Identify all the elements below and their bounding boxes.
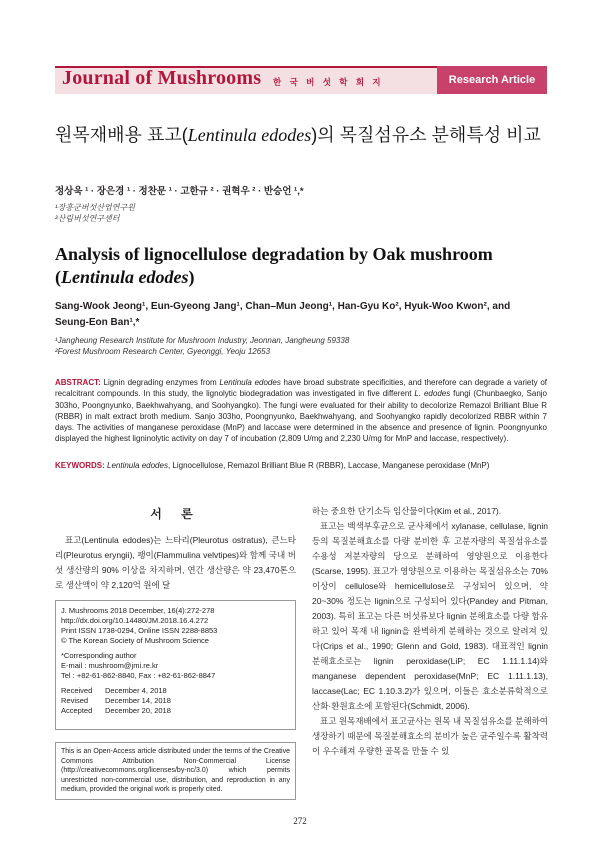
abstract-label: ABSTRACT: <box>55 378 101 387</box>
doi-link[interactable]: http://dx.doi.org/10.14480/JM.2018.16.4.272 <box>61 616 209 625</box>
corresponding-phone: Tel : +82-61-862-8840, Fax : +82-61-862-8847 <box>61 671 216 680</box>
body-paragraph-2: 표고는 백색부후균으로 균사체에서 xylanase, cellulase, lignin 등의 목질분해효소를 다량 분비한 후 고분자량의 목질섬유소를 수용성 저분자량의 당으로 분해하여 영양원으로 이용한다(Scarse, 1995). 표고가 영양원으로 이용하는 목질섬유소는 70% 이상이 cellulose와 hemicellulose로 구성되어 있으며, 약 20~30% 정도는 lignin으로 구성되어 있다(Pandey and Pitman, 2003). 특히 표고는 다른 버섯류보다 lignin 분해효소를 다량 함유하고 있어 목재 내 lignin을 완벽하게 분해하는 것으로 알려져 있다(Crips et al., 1990; Glenn and Gold, 1983). 대표적인 lignin 분해효소로는 lignin peroxidase(LiP; EC 1.11.1.14)와 manganese dependent peroxidase(MnP; EC 1.11.1.13), laccase(Lac; EC 1.10.3.2)가 있으며, 이들은 효소분류학적으로 산화·환원효소에 포함된다(Schmidt, 2006). <box>312 521 548 711</box>
citation-line: J. Mushrooms 2018 December, 16(4):272-278 <box>61 606 215 615</box>
copyright-line: © The Korean Society of Mushroom Science <box>61 636 209 645</box>
affiliation-en-1: ¹Jangheung Research Institute for Mushroom Industry, Jeonnan, Jangheung 59338 <box>55 336 350 345</box>
history-dates: Received December 4, 2018 Revised December 14, 2018 Accepted December 20, 2018 <box>61 686 171 715</box>
section-heading-introduction: 서 론 <box>150 507 201 521</box>
body-text-right <box>312 504 548 759</box>
license-box: This is an Open-Access article distributed under the terms of the Creative Commons Attribution Non-Commercial License (http://creativecommons.org/licenses/by-nc/3.0) which permits unrestricted non-commercial use, distribution, and reproduction in any medium, provided the original work is properly cited. <box>55 742 296 800</box>
abstract: ABSTRACT: Lignin degrading enzymes from Lentinula edodes have broad substrate specificities, and therefore can degrade a variety of recalcitrant compounds. In this study, the lignolytic biodegradation was investigated in five different L. edodes fungi (Chunbaegko, Sanjo 303ho, Poongnyunko, Baekhwahyang, and Soohyangko). The fungi were evaluated for their ability to decolorize Remazol Brilliant Blue R (RBBR) in malt extract broth medium. Sanjo 303ho, Poongnyunko, Baekhwahyang, and Soohyangko rapidly decolorized RBBR within 7 days. The activities of manganese peroxidase (MnP) and laccase were determined in the absence and presence of lignin. Poongnyunko displayed the highest ligninolytic activity on day 7 of incubation (2,809 U/mg and 2,230 U/mg for MnP and laccase, respectively). <box>55 378 548 444</box>
affiliation-kr-2: ²산림버섯연구센터 <box>55 214 120 223</box>
title-korean: 원목재배용 표고(Lentinula edodes)의 목질섬유소 분해특성 비교 <box>55 125 541 145</box>
authors-korean: 정상욱 ¹ · 장은경 ¹ · 정찬문 ¹ · 고한규 ² · 권혁우 ² · 반승언 ¹,* <box>55 186 304 197</box>
affiliations-korean <box>55 202 135 224</box>
affiliation-en-2: ²Forest Mushroom Research Center, Gyeonggi, Yeoju 12653 <box>55 347 271 356</box>
keywords: KEYWORDS: Lentinula edodes, Lignocellulose, Remazol Brilliant Blue R (RBBR), Laccase, Manganese peroxidase (MnP) <box>55 461 490 470</box>
keywords-label: KEYWORDS: <box>55 461 105 470</box>
body-paragraph-3: 표고 원목재배에서 표고균사는 원목 내 목질섬유소를 분해하여 생장하기 때문에 목질분해효소의 분비가 높은 균주일수록 활착력이 우수해져 우량한 골목을 만들 수 있 <box>312 716 548 756</box>
page-number: 272 <box>293 816 307 826</box>
article-type-badge: Research Article <box>437 66 547 94</box>
issn-line: Print ISSN 1738-0294, Online ISSN 2288-8853 <box>61 626 218 635</box>
body-paragraph-1: 하는 중요한 단기소득 임산물이다(Kim et al., 2017). <box>312 506 502 516</box>
authors-english: Sang-Wook Jeong¹, Eun-Gyeong Jang¹, Chan–Mun Jeong¹, Han-Gyu Ko², Hyuk-Woo Kwon², and Seung-Eon Ban¹,* <box>55 301 511 328</box>
title-english: Analysis of lignocellulose degradation by Oak mushroom (Lentinula edodes) <box>55 244 493 287</box>
corresponding-label: *Corresponding author <box>61 651 137 660</box>
corresponding-email[interactable]: E-mail : mushroom@jmi.re.kr <box>61 661 159 670</box>
journal-title: Journal of Mushrooms <box>62 67 262 89</box>
affiliations-english <box>55 335 349 357</box>
journal-title-korean: 한 국 버 섯 학 회 지 <box>273 77 384 87</box>
body-text-left: 표고(Lentinula edodes)는 느타리(Pleurotus ostratus), 큰느타리(Pleurotus eryngii), 팽이(Flammulina velvtipes)와 함께 국내 버섯 생산량의 90% 이상을 차지하며, 연간 생산량은 약 23,470톤으로 생산액이 약 2,120억 원에 달 <box>55 535 296 590</box>
affiliation-kr-1: ¹장흥군버섯산업연구원 <box>55 203 135 212</box>
article-info-box <box>55 600 296 730</box>
